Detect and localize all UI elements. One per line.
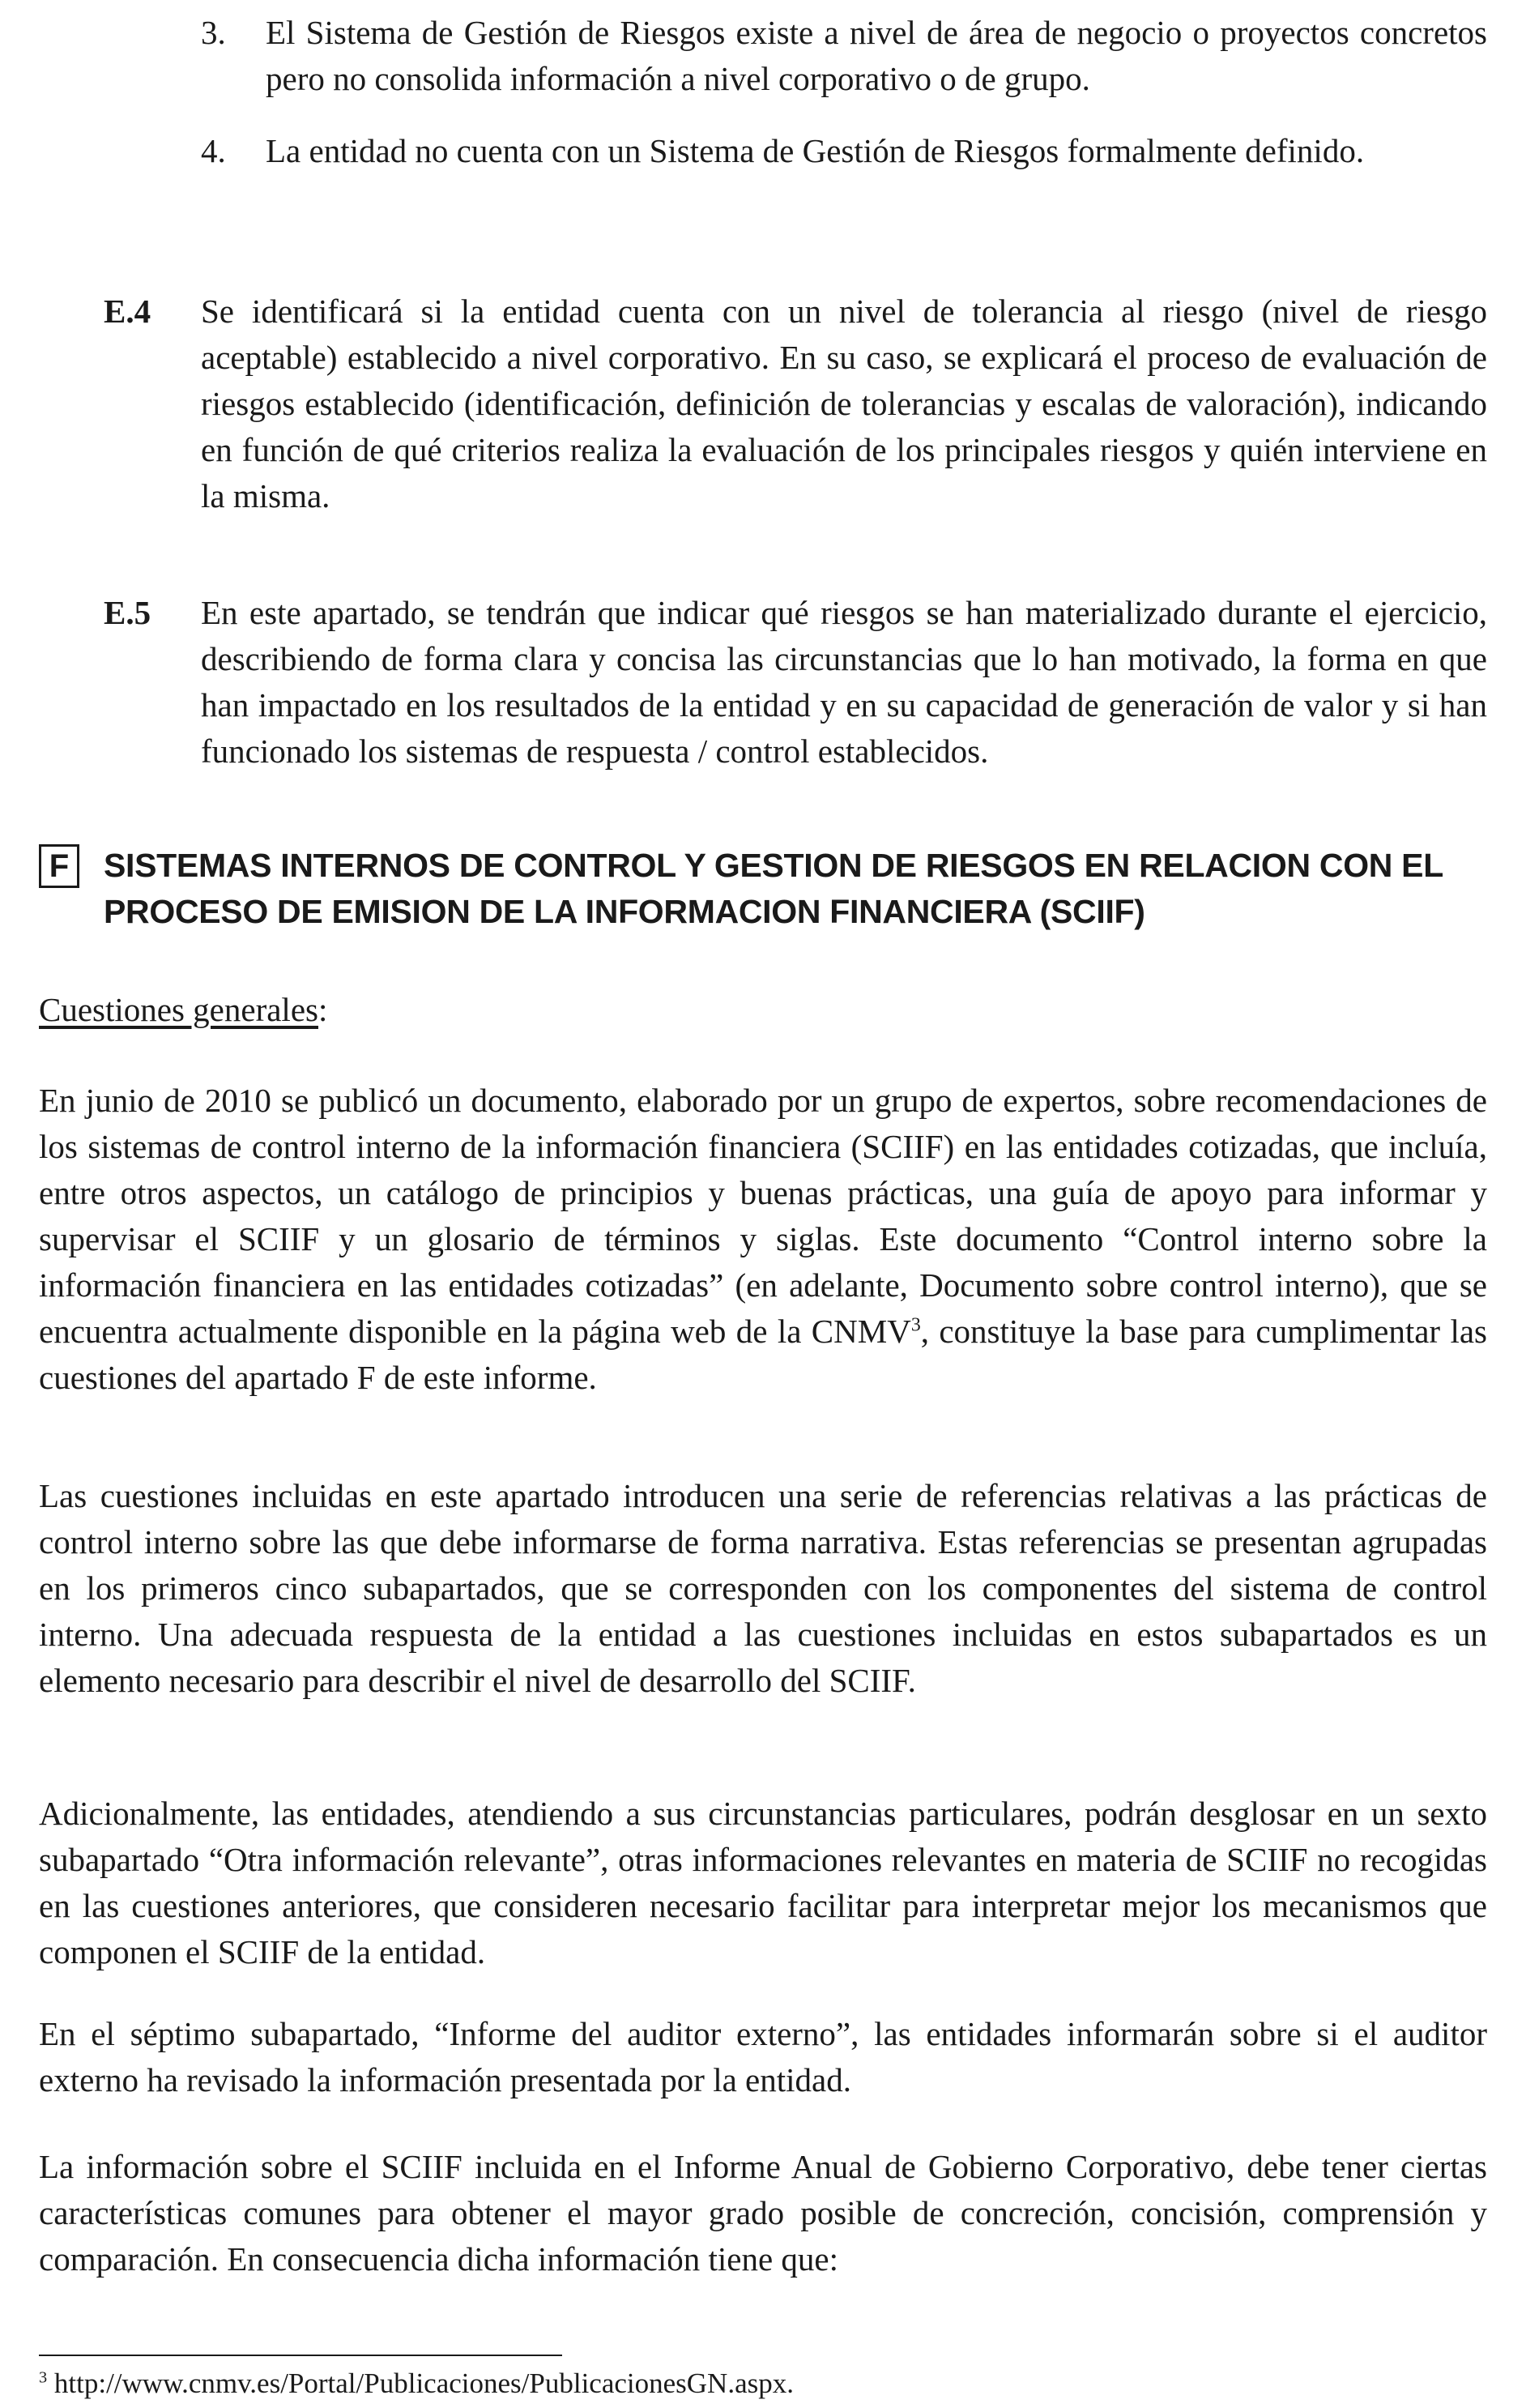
section-label-e5: E.5 (104, 594, 151, 631)
paragraph-3: Adicionalmente, las entidades, atendiendo a sus circunstancias particulares, podrán desglosar en un sexto subapartado “Otra información relevante”, otras informaciones relevantes en materia de SCIIF no recogidas en las cuestiones anteriores, que consideren necesario facilitar para interpretar mejor los mecanismos que componen el SCIIF de la entidad. (39, 1795, 1487, 1970)
footnote-number: 3 (39, 2368, 48, 2387)
footnote (39, 2364, 794, 2403)
subheading-text: Cuestiones generales (39, 991, 318, 1028)
list-item-text: La entidad no cuenta con un Sistema de Gestión de Riesgos formalmente definido. (266, 132, 1365, 169)
subheading-colon: : (318, 991, 328, 1028)
paragraph-1-text: En junio de 2010 se publicó un documento, elaborado por un grupo de expertos, sobre recomendaciones de los sistemas de control interno de la información financiera (SCIIF) en las entidades cotizadas, que incluía, entre otros aspectos, un catálogo de principios y buenas prácticas, una guía de apoyo para informar y supervisar el SCIIF y un glosario de términos y siglas. Este documento “Control interno sobre la información financiera en las entidades cotizadas” (en adelante, Documento sobre control interno), que se encuentra actualmente disponible en la página web de la CNMV (39, 1082, 1487, 1350)
paragraph-1 (39, 1078, 1487, 1401)
paragraph-5: La información sobre el SCIIF incluida en el Informe Anual de Gobierno Corporativo, debe tener ciertas características comunes para obtener el mayor grado posible de concreción, concisión, comprensión y comparación. En consecuencia dicha información tiene que: (39, 2148, 1487, 2278)
section-label-e4: E.4 (104, 292, 151, 330)
section-f-title (104, 843, 1497, 935)
section-text-e4: Se identificará si la entidad cuenta con un nivel de tolerancia al riesgo (nivel de riesgo aceptable) establecido a nivel corporativo. En su caso, se explicará el proceso de evaluación de riesgos establecido (identificación, definición de tolerancias y escalas de valoración), indicando en función de qué criterios realiza la evaluación de los principales riesgos y quién interviene en la misma. (201, 292, 1487, 514)
footnote-ref: 3 (910, 1314, 921, 1336)
paragraph-4: En el séptimo subapartado, “Informe del auditor externo”, las entidades informarán sobre si el auditor externo ha revisado la información presentada por la entidad. (39, 2015, 1487, 2098)
section-f-box: F (39, 844, 79, 888)
section-f-title-line2: PROCESO DE EMISION DE LA INFORMACION FINANCIERA (SCIIF) (104, 893, 1145, 930)
subheading (39, 987, 327, 1033)
paragraph-1-tail: , constituye la base para cumplimentar las cuestiones del apartado F de este informe. (39, 1313, 1488, 1396)
list-item-text: El Sistema de Gestión de Riesgos existe a nivel de área de negocio o proyectos concretos pero no consolida información a nivel corporativo o de grupo. (266, 14, 1487, 97)
footnote-divider (39, 2355, 562, 2356)
footnote-link: http://www.cnmv.es/Portal/Publicaciones/PublicacionesGN.aspx. (53, 2367, 794, 2399)
paragraph-2: Las cuestiones incluidas en este apartado introducen una serie de referencias relativas a las prácticas de control interno sobre las que debe informarse de forma narrativa. Estas referencias se presentan agrupadas en los primeros cinco subapartados, que se corresponden con los componentes del sistema de control interno. Una adecuada respuesta de la entidad a las cuestiones incluidas en estos subapartados es un elemento necesario para describir el nivel de desarrollo del SCIIF. (39, 1477, 1487, 1699)
list-item-number: 4. (201, 132, 226, 169)
section-text-e5: En este apartado, se tendrán que indicar qué riesgos se han materializado durante el ejercicio, describiendo de forma clara y concisa las circunstancias que lo han motivado, la forma en que han impactado en los resultados de la entidad y en su capacidad de generación de valor y si han funcionado los sistemas de respuesta / control establecidos. (201, 594, 1487, 770)
list-item-number: 3. (201, 14, 226, 51)
section-f-title-line1: SISTEMAS INTERNOS DE CONTROL Y GESTION DE RIESGOS EN RELACION CON EL (104, 847, 1443, 884)
